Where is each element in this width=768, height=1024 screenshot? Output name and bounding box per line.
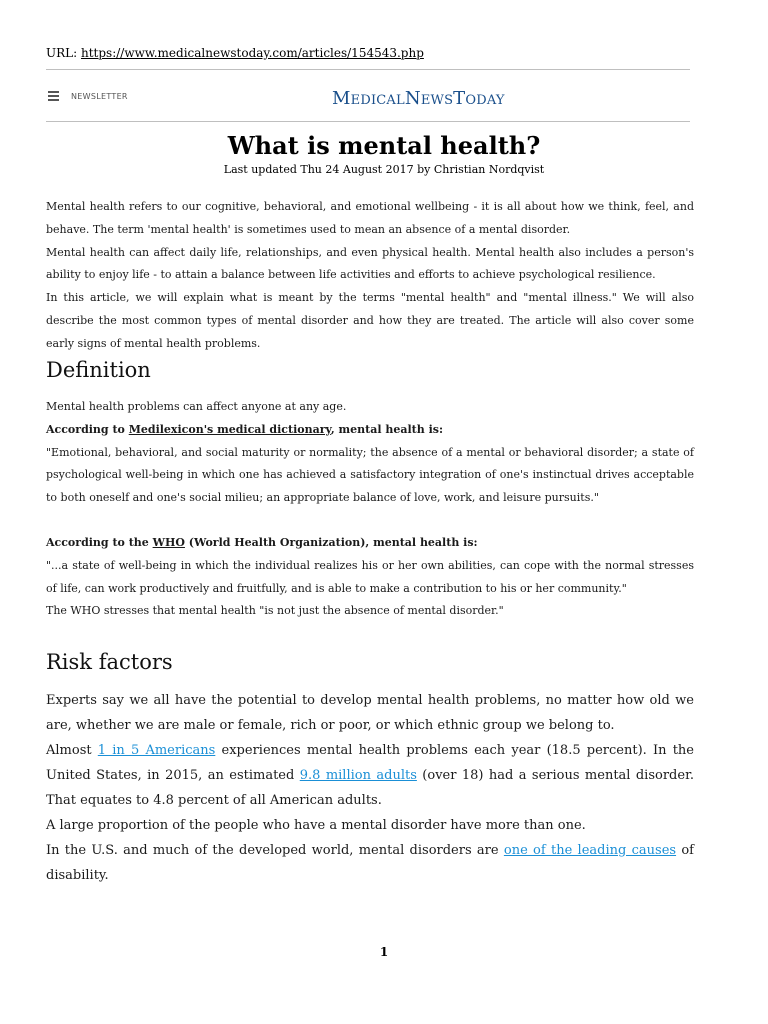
- who-stresses: The WHO stresses that mental health "is not just the absence of mental disorder.": [46, 604, 504, 618]
- url-line: [46, 46, 424, 60]
- url-label: URL:: [46, 46, 78, 60]
- intro-paragraph: Mental health can affect daily life, relationships, and even physical health. Mental health also includes a person's ability to enjoy life - to attain a balance between life activities and efforts to achieve psychological resilience.: [46, 245, 694, 282]
- url-link[interactable]: https://www.medicalnewstoday.com/articles/154543.php: [81, 46, 424, 60]
- newsletter-link[interactable]: NEWSLETTER: [71, 92, 128, 101]
- medilexicon-lead: According to Medilexicon's medical dictionary, mental health is:: [46, 422, 444, 436]
- risk-paragraph: A large proportion of the people who have a mental disorder have more than one.: [46, 818, 586, 833]
- medilexicon-quote: "Emotional, behavioral, and social maturity or normality; the absence of a mental or behavioral disorder; a state of psychological well-being in which one has achieved a satisfactory integration of one's instinctual drives acceptable to both oneself and one's social milieu; an appropriate balance of love, work, and leisure pursuits.": [46, 445, 694, 505]
- risk-paragraph: Experts say we all have the potential to develop mental health problems, no matter how old we are, whether we are male or female, rich or poor, or which ethnic group we belong to.: [46, 693, 694, 733]
- risk-paragraph-stats: Almost 1 in 5 Americans experiences mental health problems each year (18.5 percent). In the United States, in 2015, an estimated 9.8 million adults (over 18) had a serious mental disorder. That equates to 4.8 percent of all American adults.: [46, 743, 694, 808]
- page-title: What is mental health?: [227, 131, 541, 160]
- intro-paragraph: Mental health refers to our cognitive, behavioral, and emotional wellbeing - it is all about how we think, feel, and behave. The term 'mental health' is sometimes used to mean an absence of a mental disorder.: [46, 200, 694, 236]
- medilexicon-link[interactable]: Medilexicon's medical dictionary: [128, 422, 331, 436]
- one-in-five-link[interactable]: 1 in 5 Americans: [97, 743, 216, 758]
- section-heading-definition: Definition: [46, 358, 151, 382]
- million-adults-link[interactable]: 9.8 million adults: [299, 768, 417, 783]
- definition-intro: Mental health problems can affect anyone at any age.: [46, 400, 347, 413]
- site-header: [46, 84, 690, 112]
- page-number: 1: [379, 945, 389, 959]
- risk-section: [46, 688, 694, 888]
- leading-causes-link[interactable]: one of the leading causes: [503, 843, 677, 858]
- site-logo[interactable]: MEDICALNEWSTODAY: [332, 88, 505, 109]
- intro-paragraph: In this article, we will explain what is meant by the terms "mental health" and "mental illness." We will also describe the most common types of mental disorder and how they are treated. The article will also cover some early signs of mental health problems.: [46, 291, 694, 350]
- intro-section: [46, 196, 694, 356]
- risk-paragraph-disability: In the U.S. and much of the developed world, mental disorders are one of the leading causes of disability.: [46, 843, 694, 883]
- who-link[interactable]: WHO: [152, 536, 185, 549]
- header-divider: [46, 121, 690, 122]
- hamburger-menu-icon[interactable]: [48, 91, 59, 101]
- section-heading-risk-factors: Risk factors: [46, 650, 173, 674]
- who-quote: "...a state of well-being in which the individual realizes his or her own abilities, can cope with the normal stresses of life, can work productively and fruitfully, and is able to make a contribution to his or her community.": [46, 558, 694, 595]
- definition-section: [46, 396, 694, 510]
- top-divider: [46, 69, 690, 70]
- who-lead: According to the WHO (World Health Organization), mental health is:: [46, 536, 478, 549]
- who-section: [46, 532, 694, 623]
- article-byline: Last updated Thu 24 August 2017 by Christian Nordqvist: [223, 163, 545, 176]
